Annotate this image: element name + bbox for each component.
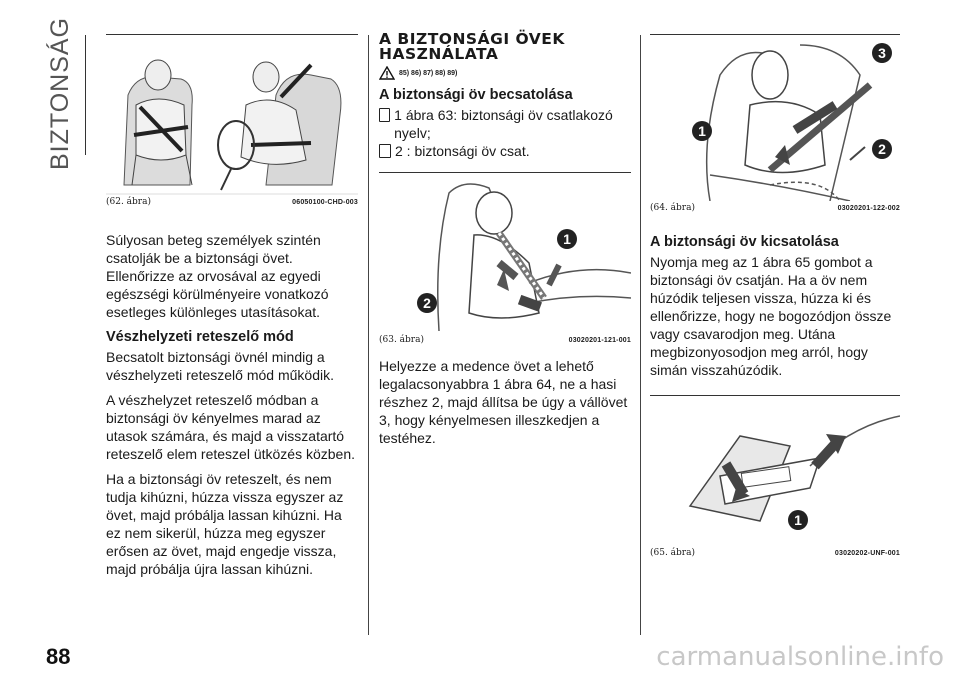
figure-code: 03020201-121-001 xyxy=(568,337,631,344)
column-3 xyxy=(650,30,900,558)
paragraph: Súlyosan beteg személyek szintén csatolják be a biztonsági övet. Ellenőrizze az orvosával az egyedi egészségi körülményeire vonatkozó esetleges különleges utasításokat. xyxy=(106,232,329,320)
figure-65 xyxy=(650,396,900,558)
warning-refs-text: 85) 86) 87) 88) 89) xyxy=(399,69,458,77)
section-heading: A BIZTONSÁGI ÖVEK HASZNÁLATA xyxy=(379,30,565,63)
column-divider xyxy=(368,35,369,635)
column-divider xyxy=(640,35,641,635)
figure-64 xyxy=(650,35,900,213)
paragraph: Becsatolt biztonsági övnél mindig a vészhelyzeti reteszelő mód működik. xyxy=(106,349,334,383)
list-item xyxy=(379,142,631,160)
book-icon xyxy=(379,108,390,122)
watermark: carmanualsonline.info xyxy=(656,642,944,672)
callout-2: 2 xyxy=(878,141,886,157)
figure-63 xyxy=(379,173,631,345)
figure-code: 06050100-CHD-003 xyxy=(292,199,358,206)
buckle-release-illustration xyxy=(650,396,900,546)
paragraph: Helyezze a medence övet a lehető legalacsonyabbra 1 ábra 64, ne a hasi részhez 2, majd állítsa be úgy a vállövet 3, hogy kényelmesen illeszkedjen a testéhez. xyxy=(379,358,628,446)
paragraph: A vészhelyzet reteszelő módban a biztonsági öv kényelmes marad az utasok számára, és majd a visszatartó reteszelő elem reteszel ütközés közben. xyxy=(106,392,356,462)
list-item-text: 1 ábra 63: biztonsági öv csatlakozó nyelv; xyxy=(394,107,613,141)
heading-fasten: A biztonsági öv becsatolása xyxy=(379,87,573,103)
section-title: BIZTONSÁG xyxy=(46,16,74,170)
heading-unfasten: A biztonsági öv kicsatolása xyxy=(650,234,839,250)
figure-label: (65. ábra) xyxy=(650,548,695,558)
column-2 xyxy=(379,30,631,454)
book-icon xyxy=(379,144,391,158)
paragraph: Ha a biztonsági öv reteszelt, és nem tudja kihúzni, húzza vissza egyszer az övet, majd próbálja lassan kihúzni. Ha ez nem sikerül, húzza meg egyszer erősen az övet, majd engedje vissza, majd próbálja újra lassan kihúzni. xyxy=(106,471,344,577)
seated-persons-illustration xyxy=(106,35,358,195)
callout-3: 3 xyxy=(878,45,886,61)
column-1 xyxy=(106,30,358,585)
callout-1: 1 xyxy=(563,231,571,247)
figure-62 xyxy=(106,35,358,207)
callout-1: 1 xyxy=(698,123,706,139)
callout-2: 2 xyxy=(423,295,431,311)
heading-emergency-lock: Vészhelyzeti reteszelő mód xyxy=(106,329,294,345)
list-item-text: 2 : biztonsági öv csat. xyxy=(395,143,530,159)
belt-positioning-illustration xyxy=(650,35,900,201)
buckle-tongue-illustration xyxy=(379,173,631,333)
warning-references xyxy=(379,66,631,80)
warning-icon xyxy=(379,66,395,80)
section-rule xyxy=(85,35,86,155)
list-item xyxy=(379,106,631,142)
figure-code: 03020202-UNF-001 xyxy=(834,550,900,557)
figure-label: (62. ábra) xyxy=(106,197,151,207)
figure-code: 03020201-122-002 xyxy=(837,205,900,212)
figure-label: (63. ábra) xyxy=(379,335,424,345)
callout-1: 1 xyxy=(794,512,802,528)
paragraph: Nyomja meg az 1 ábra 65 gombot a biztonsági öv csatján. Ha a öv nem húzódik teljesen vissza, húzza ki és ellenőrizze, hogy ne bogozódjon össze vagy csavarodjon meg. Utána megbizonyosodjon meg arról, hogy simán visszahúzódik. xyxy=(650,254,892,378)
page-number: 88 xyxy=(46,644,71,669)
figure-label: (64. ábra) xyxy=(650,203,695,213)
